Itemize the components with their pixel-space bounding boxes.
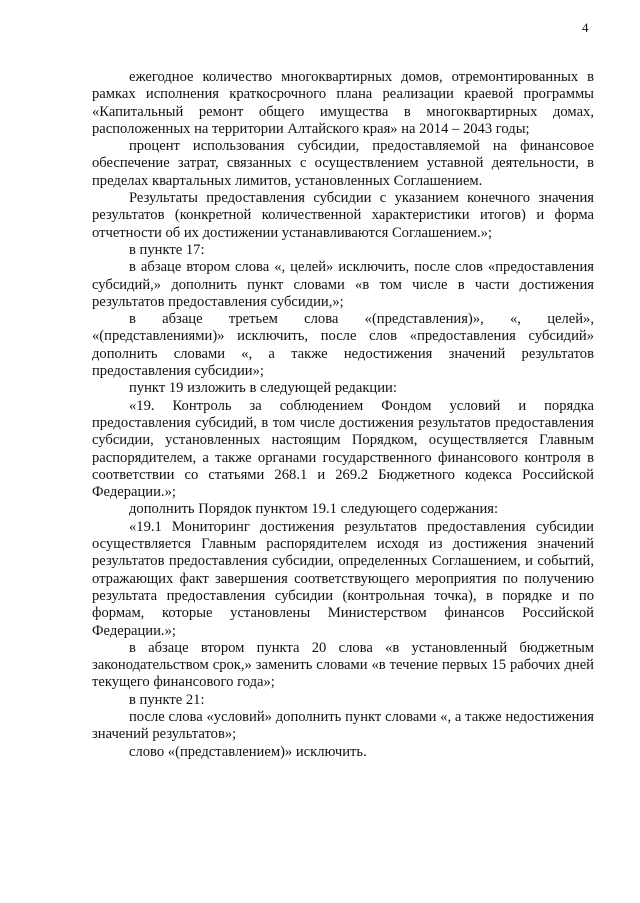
paragraph: пункт 19 изложить в следующей редакции: [129,380,397,397]
paragraph: в абзаце втором пункта 20 слова «в установленный бюджетным законодательством срок,» заменить словами «в течение первых 15 рабочих дней текущего финансового года»; [92,639,594,691]
paragraph: в абзаце третьем слова «(представления)», «, целей», «(представлениями)» исключить, после слов «предоставления субсидий» дополнить словами «, а также недостижения значений результатов предоставления субсидии»; [92,311,594,380]
paragraph: в абзаце втором слова «, целей» исключить, после слов «предоставления субсидий,» дополнить пункт словами «в том числе в части достижения результатов предоставления субсидии,»; [92,259,594,310]
paragraph: «19.1 Мониторинг достижения результатов предоставления субсидии осуществляется Главным распорядителем исходя из достижения значений результатов предоставления субсидии, определенных Соглашением, и событий, отражающих факт завершения соответствующего мероприятия по получению результата предоставления субсидии (контрольная точка), в порядке и по формам, которые установлены Министерством финансов Российской Федерации.»; [92,518,594,639]
paragraph: слово «(представлением)» исключить. [129,743,367,760]
paragraph: ежегодное количество многоквартирных домов, отремонтированных в рамках исполнения краткосрочного плана реализации краевой программы «Капитальный ремонт общего имущества в многоквартирных домах, расположенных на территории Алтайского края» на 2014 – 2043 годы; [92,69,594,137]
paragraph: процент использования субсидии, предоставляемой на финансовое обеспечение затрат, связанных с осуществлением уставной деятельности, в пределах квартальных лимитов, установленных Соглашением. [92,138,594,189]
paragraph: дополнить Порядок пунктом 19.1 следующего содержания: [129,501,499,518]
document-body [92,69,594,761]
paragraph: «19. Контроль за соблюдением Фондом условий и порядка предоставления субсидий, в том числе достижения результатов предоставления субсидии, установленных настоящим Порядком, осуществляется Главным распорядителем, а также органами государственного финансового контроля в соответствии со статьями 268.1 и 269.2 Бюджетного кодекса Российской Федерации.»; [92,397,594,501]
page-number: 4 [582,20,589,35]
paragraph: в пункте 17: [129,241,205,258]
paragraph: после слова «условий» дополнить пункт словами «, а также недостижения значений результатов»; [92,708,594,743]
paragraph: в пункте 21: [129,691,205,708]
paragraph: Результаты предоставления субсидии с указанием конечного значения результатов (конкретной количественной характеристики итогов) и форма отчетности об их достижении устанавливаются Соглашением.»; [92,190,594,241]
